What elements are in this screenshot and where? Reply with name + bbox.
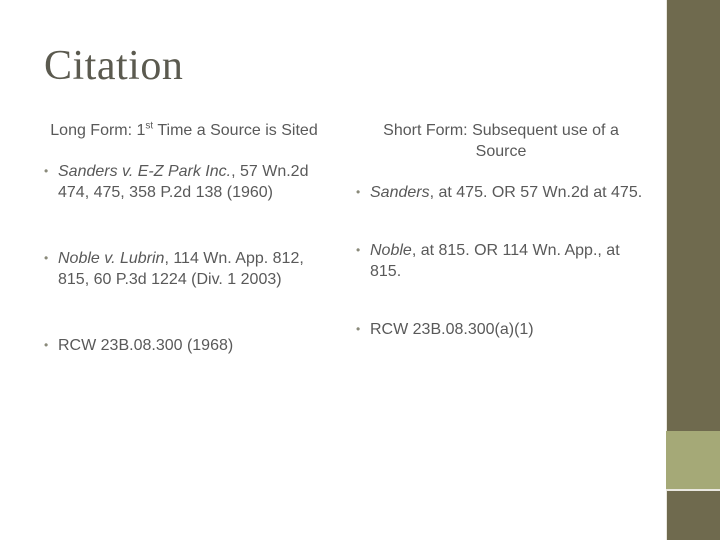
list-item (356, 240, 646, 282)
case-name: Noble (370, 242, 412, 259)
citation-text: , 114 Wn. App. 812, 815, 60 P.3d 1224 (Div. 1 2003) (58, 250, 304, 288)
list-item (356, 182, 646, 203)
citation-text: RCW 23B.08.300(a)(1) (370, 321, 534, 338)
list-item (356, 319, 646, 340)
citation-text: RCW 23B.08.300 (1968) (58, 337, 234, 354)
sidebar-accent-block (666, 431, 720, 489)
short-form-column (356, 120, 646, 340)
long-form-list (44, 161, 324, 356)
long-form-heading-pre: Long Form: 1 (50, 122, 146, 139)
short-form-list (356, 182, 646, 340)
long-form-heading-post: Time a Source is Sited (153, 122, 318, 139)
list-item (44, 248, 324, 290)
slide-title: Citation (44, 43, 184, 89)
short-form-heading: Short Form: Subsequent use of a Source (383, 122, 619, 160)
list-item (44, 161, 324, 203)
citation-text: , at 475. OR 57 Wn.2d at 475. (429, 184, 643, 201)
sidebar-divider (666, 489, 720, 491)
citation-text: , at 815. OR 114 Wn. App., at 815. (370, 242, 620, 280)
long-form-column (44, 120, 324, 356)
case-name: Sanders v. E-Z Park Inc. (58, 163, 232, 180)
case-name: Noble v. Lubrin (58, 250, 165, 267)
case-name: Sanders (370, 184, 430, 201)
citation-text: , 57 Wn.2d 474, 475, 358 P.2d 138 (1960) (58, 163, 309, 201)
long-form-heading-sup: st (145, 120, 154, 132)
long-form-heading (44, 120, 324, 141)
decorative-sidebar (666, 0, 720, 540)
list-item (44, 335, 324, 356)
